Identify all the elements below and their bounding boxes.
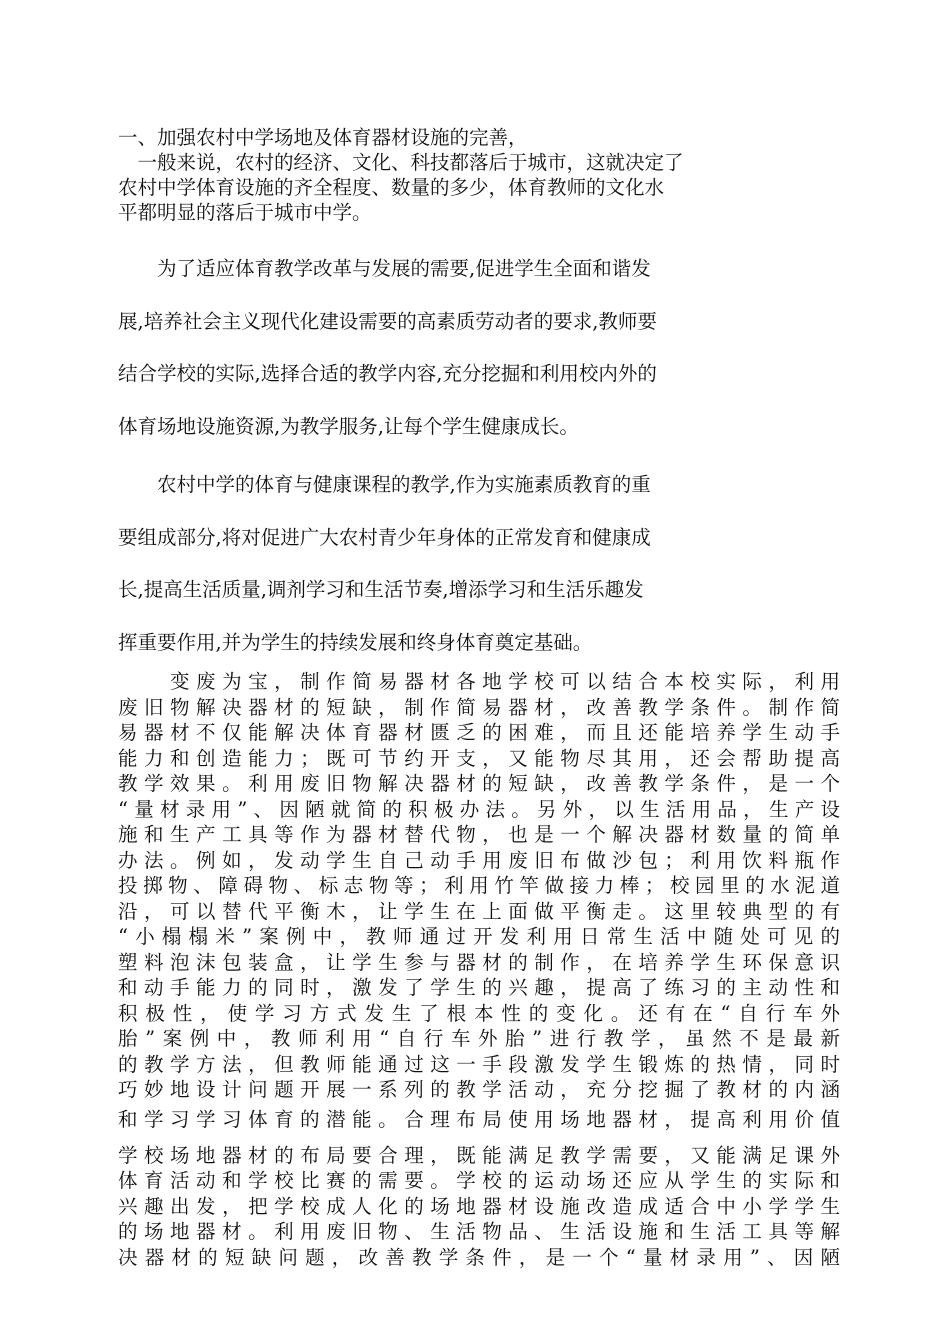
section-heading: 一、加强农村中学场地及体育器材设施的完善，	[118, 126, 528, 149]
paragraph-line: 一般来说，农村的经济、文化、科技都落后于城市，这就决定了	[118, 151, 684, 174]
paragraph-line: 办法。例如，发动学生自己动手用废旧布做沙包；利用饮料瓶作	[118, 848, 840, 872]
paragraph-line: 体育活动和学校比赛的需要。学校的运动场还应从学生的实际和	[118, 1169, 840, 1192]
paragraph-line: 农村中学体育设施的齐全程度、数量的多少，体育教师的文化水	[118, 176, 665, 199]
paragraph-line: 农村中学的体育与健康课程的教学,作为实施素质教育的重	[118, 473, 651, 496]
paragraph-line: “小榻榻米”案例中，教师通过开发利用日常生活中随处可见的	[118, 925, 840, 948]
paragraph-line: 为了适应体育教学改革与发展的需要,促进学生全面和谐发	[118, 257, 651, 280]
paragraph-line: 平都明显的落后于城市中学。	[118, 201, 372, 224]
paragraph-line: 的教学方法，但教师能通过这一手段激发学生锻炼的热情，同时	[118, 1052, 840, 1076]
paragraph-line: 投掷物、障碍物、标志物等；利用竹竿做接力棒；校园里的水泥道	[118, 874, 840, 897]
paragraph-line: 施和生产工具等作为器材替代物，也是一个解决器材数量的简单	[118, 823, 840, 846]
paragraph-line: 要组成部分,将对促进广大农村青少年身体的正常发育和健康成	[118, 525, 651, 549]
paragraph-line: 沿，可以替代平衡木，让学生在上面做平衡走。这里较典型的有	[118, 899, 840, 923]
paragraph-3	[118, 459, 840, 669]
paragraph-line: 决器材的短缺问题，改善教学条件，是一个“量材录用”、因陋	[118, 1245, 840, 1269]
paragraph-line: 结合学校的实际,选择合适的教学内容,充分挖掘和利用校内外的	[118, 362, 657, 385]
paragraph-line: 废旧物解决器材的短缺，制作简易器材，改善教学条件。制作简	[118, 695, 840, 719]
paragraph-2	[118, 243, 840, 453]
paragraph-line: 长,提高生活质量,调剂学习和生活节奏,增添学习和生活乐趣发	[118, 578, 644, 601]
paragraph-5	[118, 1143, 840, 1271]
paragraph-line: 和动手能力的同时，激发了学生的兴趣，提高了练习的主动性和	[118, 976, 840, 999]
document-page	[118, 126, 840, 1270]
paragraph-line: 的场地器材。利用废旧物、生活物品、生活设施和生活工具等解	[118, 1220, 840, 1243]
paragraph-line: 挥重要作用,并为学生的持续发展和终身体育奠定基础。	[118, 630, 593, 654]
paragraph-line: 教学效果。利用废旧物解决器材的短缺，改善教学条件，是一个	[118, 772, 840, 795]
paragraph-line: 兴趣出发，把学校成人化的场地器材设施改造成适合中小学学生	[118, 1194, 840, 1218]
paragraph-line: 变废为宝，制作简易器材各地学校可以结合本校实际，利用	[118, 670, 840, 693]
paragraph-line: 展,培养社会主义现代化建设需要的高素质劳动者的要求,教师要	[118, 309, 657, 333]
paragraph-line: 巧妙地设计问题开展一系列的教学活动，充分挖掘了教材的内涵	[118, 1078, 840, 1101]
paragraph-line: 学校场地器材的布局要合理，既能满足教学需要，又能满足课外	[118, 1143, 840, 1167]
paragraph-line: “量材录用”、因陋就简的积极办法。另外，以生活用品，生产设	[118, 797, 840, 821]
paragraph-line: 和学习学习体育的潜能。合理布局使用场地器材，提高利用价值	[118, 1107, 840, 1131]
paragraph-line: 塑料泡沫包装盒，让学生参与器材的制作，在培养学生环保意识	[118, 950, 840, 974]
paragraph-line: 体育场地设施资源,为教学服务,让每个学生健康成长。	[118, 414, 579, 438]
paragraph-4	[118, 669, 840, 1137]
paragraph-line: 能力和创造能力；既可节约开支，又能物尽其用，还会帮助提高	[118, 746, 840, 770]
paragraph-1	[118, 150, 840, 225]
paragraph-line: 易器材不仅能解决体育器材匮乏的困难，而且还能培养学生动手	[118, 721, 840, 744]
paragraph-line: 胎”案例中，教师利用“自行车外胎”进行教学，虽然不是最新	[118, 1027, 840, 1050]
paragraph-line: 积极性，使学习方式发生了根本性的变化。还有在“自行车外	[118, 1001, 840, 1025]
